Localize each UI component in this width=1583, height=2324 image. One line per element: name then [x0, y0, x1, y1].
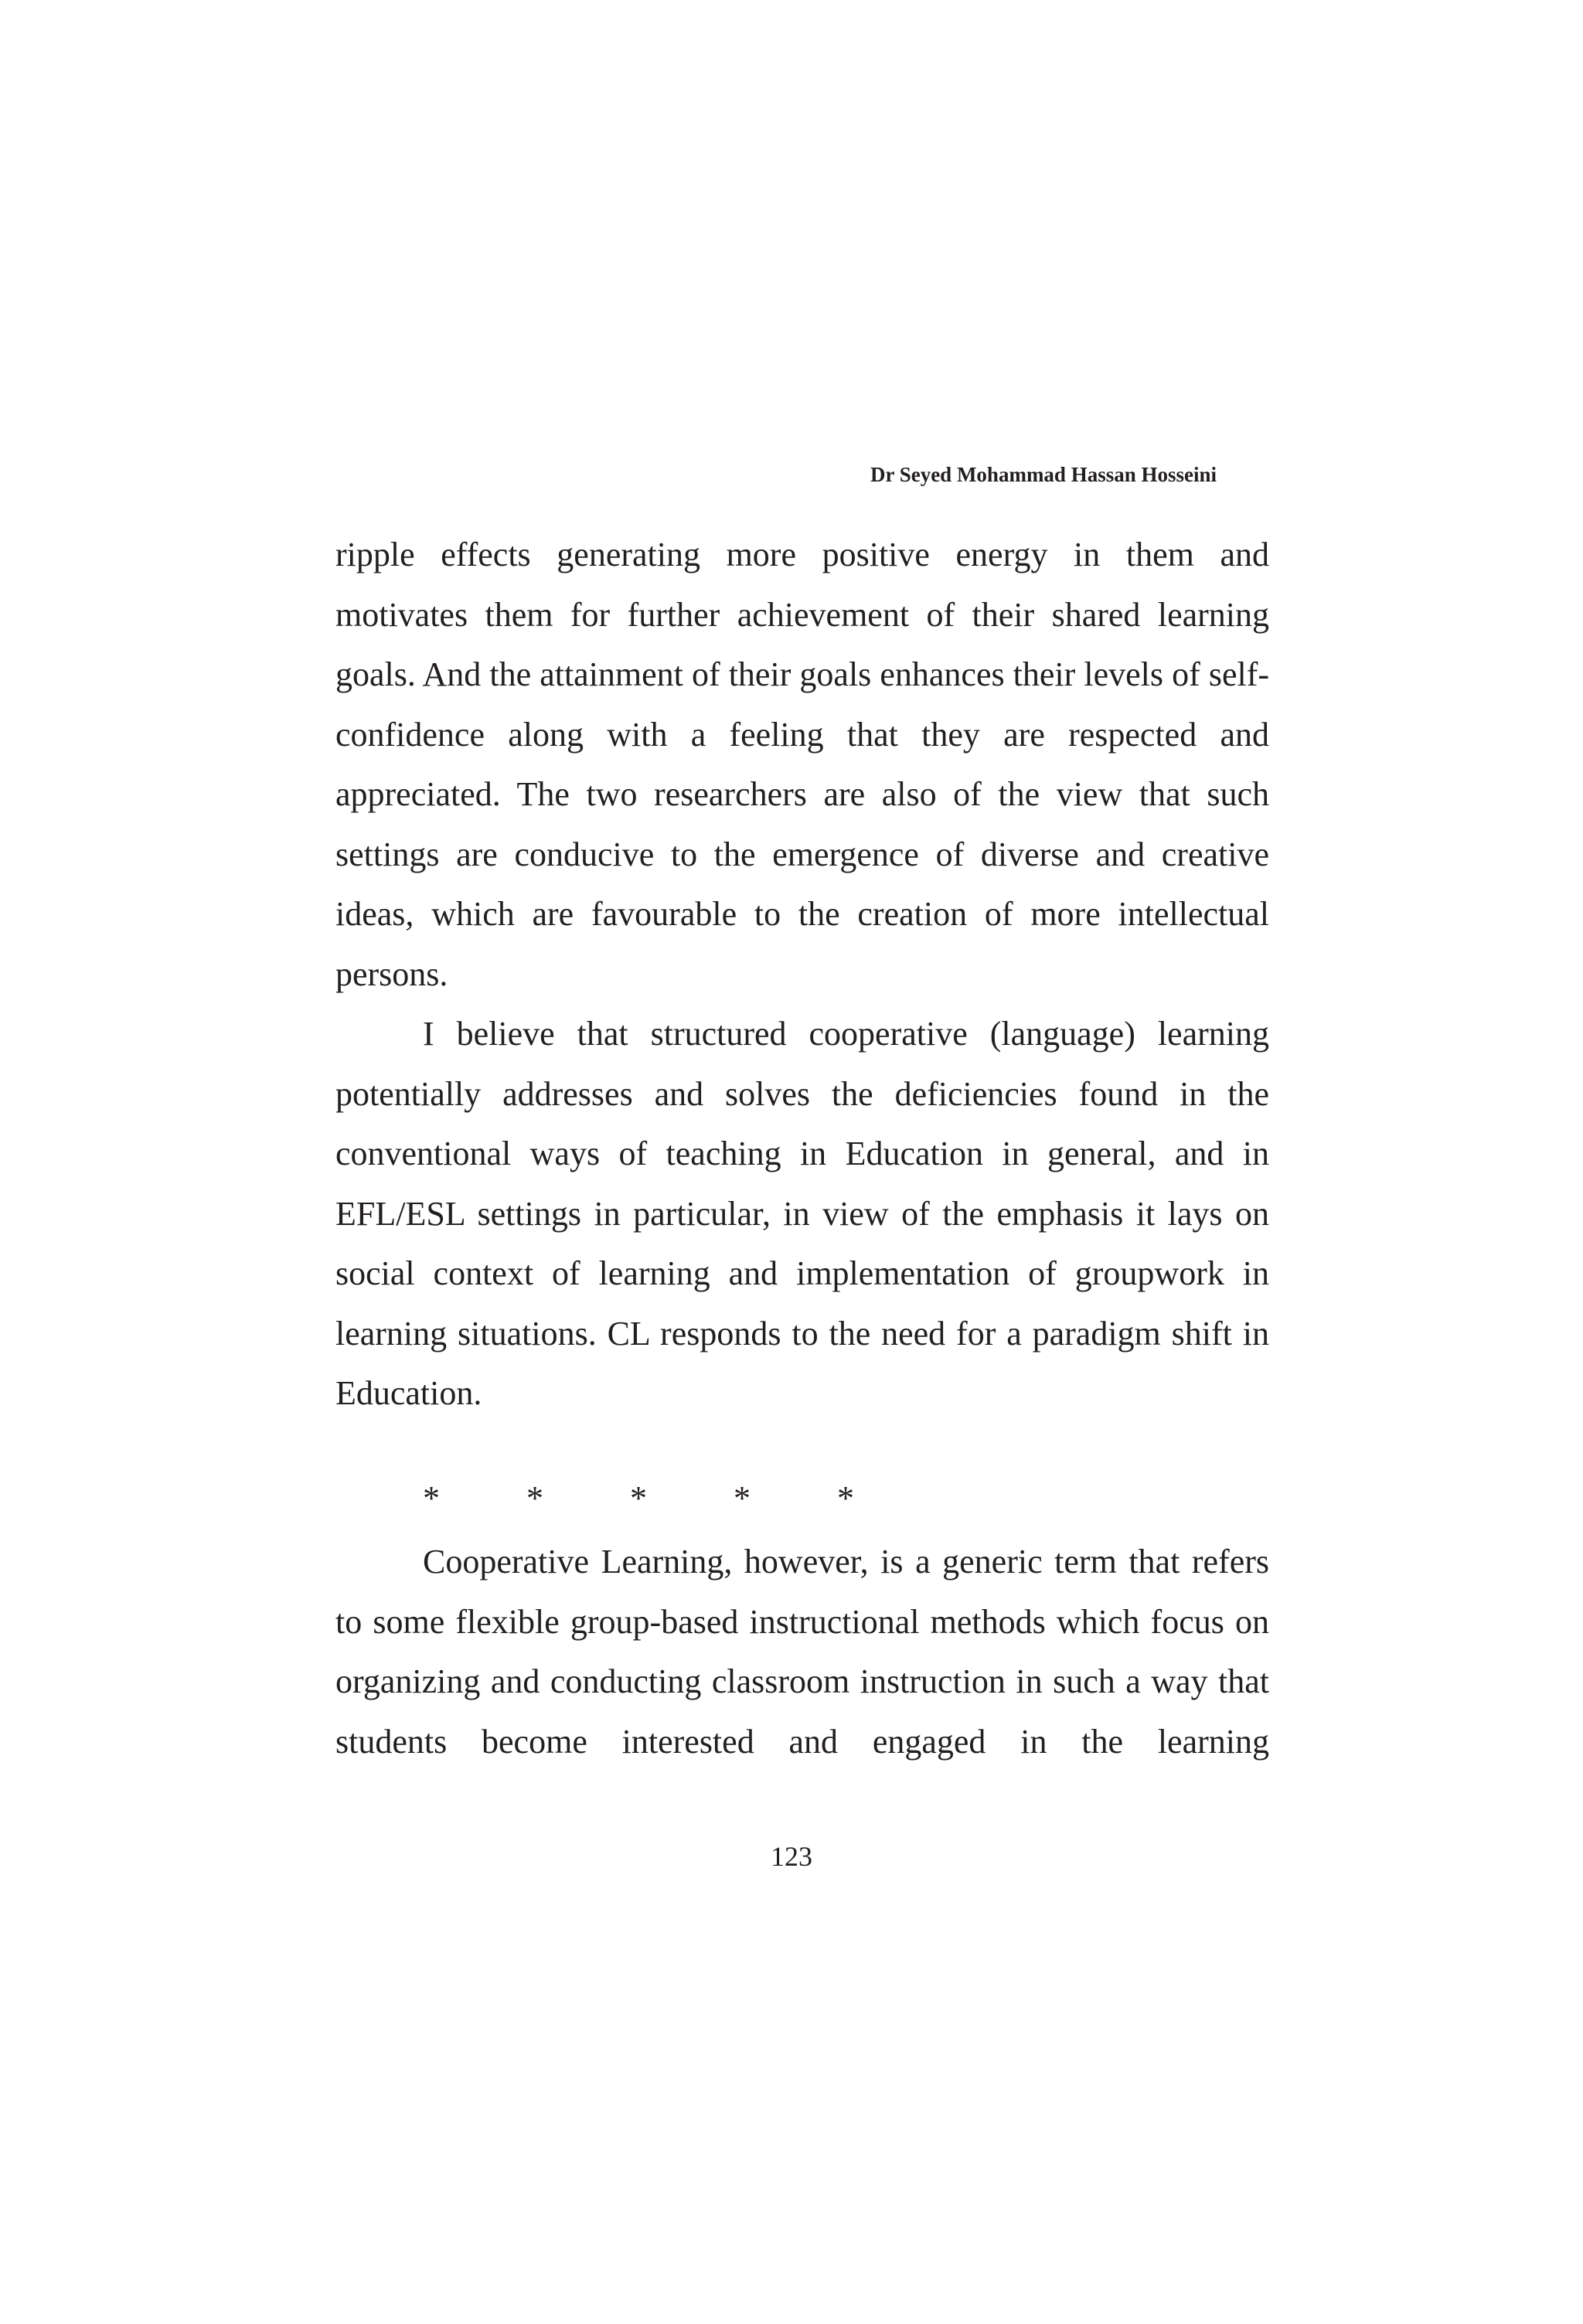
running-head-author: Dr Seyed Mohammad Hassan Hosseini [870, 463, 1217, 486]
section-separator [335, 1472, 1269, 1526]
separator-asterisk: * [734, 1479, 751, 1517]
main-text-continued [335, 1532, 1269, 1771]
separator-asterisk: * [837, 1479, 854, 1517]
paragraph-continuation: ripple effects generating more positive energy in them and motivates them for further achievement of their shared learning goals. And the attainment of their goals enhances their levels of self-confidence along with a feeling that they are respected and appreciated. The two researchers are also of the view that such settings are conducive to the emergence of diverse and creative ideas, which are favourable to the creation of more intellectual persons. [335, 536, 1269, 993]
separator-asterisk: * [630, 1479, 647, 1517]
page-number: 123 [771, 1841, 812, 1872]
separator-asterisk: * [526, 1479, 543, 1517]
main-text [335, 525, 1269, 1424]
paragraph-cooperative-learning: Cooperative Learning, however, is a generic term that refers to some flexible group-based instructional methods which focus on organizing and conducting classroom instruction in such a way that students become interested and engaged in the learning [335, 1543, 1269, 1761]
paragraph-belief: I believe that structured cooperative (language) learning potentially addresses and solves the deficiencies found in the conventional ways of teaching in Education in general, and in EFL/ESL settings in particular, in view of the emphasis it lays on social context of learning and implementation of groupwork in learning situations. CL responds to the need for a paradigm shift in Education. [335, 1015, 1269, 1412]
separator-asterisk: * [423, 1479, 440, 1517]
